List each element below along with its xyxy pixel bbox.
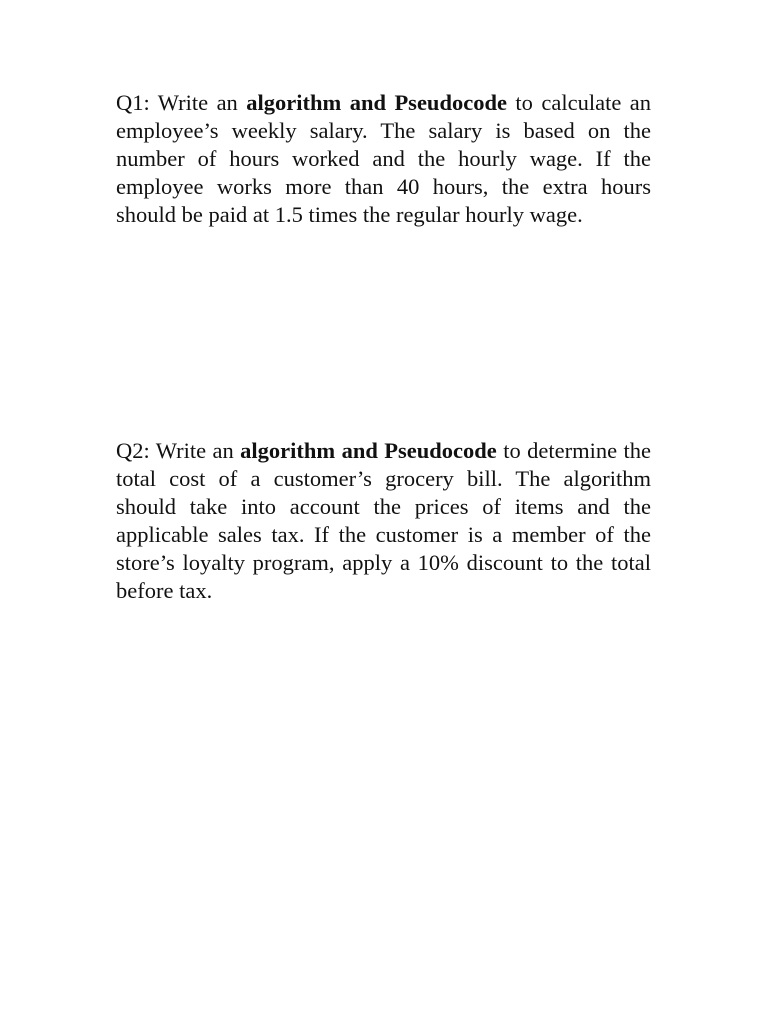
question-1: [116, 89, 651, 229]
question-1-prefix: Q1: Write an: [116, 90, 247, 115]
question-2-body: to determine the total cost of a customer’s grocery bill. The algorithm should take into account the prices of items and the applicable sales tax. If the customer is a member of the store’s loyalty program, apply a 10% discount to the total before tax.: [116, 438, 651, 603]
question-1-body: to calculate an employee’s weekly salary. The salary is based on the number of hours worked and the hourly wage. If the employee works more than 40 hours, the extra hours should be paid at 1.5 times the regular hourly wage.: [116, 90, 651, 227]
question-1-bold-phrase: algorithm and Pseudocode: [246, 90, 507, 115]
question-2-prefix: Q2: Write an: [116, 438, 241, 463]
question-2: [116, 437, 651, 605]
question-2-bold-phrase: algorithm and Pseudocode: [240, 438, 497, 463]
